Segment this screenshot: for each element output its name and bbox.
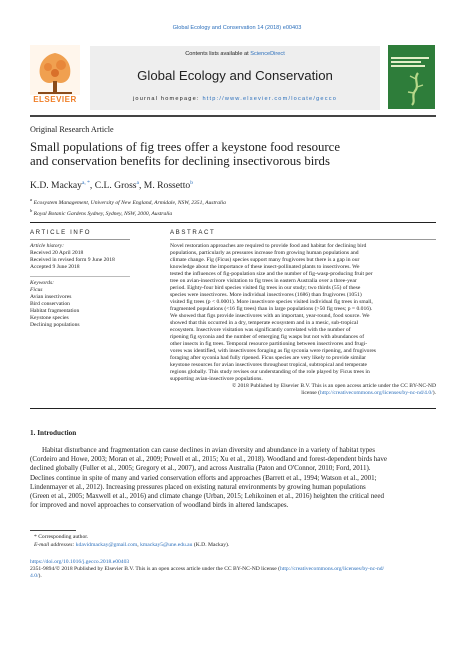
contents-line	[90, 51, 380, 58]
corresponding-author-note: * Corresponding author.	[34, 534, 89, 540]
license-suffix: ).	[38, 573, 42, 579]
email-separator: ,	[137, 542, 141, 548]
license-link[interactable]: http://creativecommons.org/licenses/by-nc-nd/	[279, 566, 385, 572]
author-name[interactable]: C.L. Gross	[94, 180, 137, 192]
copyright-suffix: ).	[432, 390, 436, 396]
abstract-body	[170, 243, 436, 397]
keywords-label: Keywords:	[30, 280, 55, 286]
intro-line: Habitat disturbance and fragmentation can cause declines in avian diversity and abundance in a variety of habitat types	[42, 446, 375, 454]
abstract-line: climate change. Fig (Ficus) species support many frugivores but there is a gap in our	[170, 257, 360, 263]
info-heading-rule	[30, 239, 130, 240]
homepage-line	[90, 96, 380, 103]
affiliation-sup: b	[30, 207, 33, 213]
keyword-item: Habitat fragmentation	[30, 308, 80, 314]
abstract-line: fragmented populations (<16 fig trees) than in large populations (>50 fig trees; p = 0.016).	[170, 306, 373, 312]
abstract-heading: ABSTRACT	[170, 229, 216, 236]
masthead-divider	[30, 115, 436, 117]
abstract-line: knowledge about the importance of these insect-pollinated plants to insectivores. We	[170, 264, 360, 270]
title-line: and conservation benefits for declining insectivorous birds	[30, 154, 330, 169]
author-separator: ,	[89, 180, 95, 192]
history-item: Received 20 April 2018	[30, 250, 84, 256]
author-name[interactable]: M. Rossetto	[143, 180, 191, 192]
abstract-line: populations, particularly as pressures increase from growing human populations and	[170, 250, 359, 256]
abstract-line: vores was identified, with insectivores foraging as fig syconia were ripening, and frugivores	[170, 348, 376, 354]
license-prefix: 2351-9894/© 2018 Published by Elsevier B.V. This is an open access article under the CC BY-NC-ND license (	[30, 566, 280, 572]
abstract-line: species were insectivores. More individual insectivores (1686) than frugivores (1051)	[170, 292, 362, 298]
abstract-line: tested the influences of fig-population size and the number of fig-wasp-producing fruit per	[170, 271, 373, 277]
abstract-line: Novel restoration approaches are required to provide food and habitat for declining bird	[170, 243, 367, 249]
history-item: Received in revised form 9 June 2018	[30, 257, 115, 263]
affiliation-text: Ecosystem Management, University of New England, Armidale, NSW, 2351, Australia	[33, 199, 226, 206]
article-type: Original Research Article	[30, 125, 114, 134]
article-history	[30, 243, 130, 271]
abstract-line: ecosystem. Insectivore visitation was significantly correlated with the number of	[170, 327, 351, 333]
email-link[interactable]: kmackay5@une.edu.au	[140, 542, 193, 548]
author-affil[interactable]: b	[190, 180, 193, 186]
abstract-heading-rule	[170, 239, 436, 240]
abstract-line: period. Eighty-four bird species visited fig trees in our study; two thirds (55) of these	[170, 285, 361, 291]
copyright-license-link[interactable]: http://creativecommons.org/licenses/by-nc-nd/4.0/	[320, 390, 433, 396]
abstract-line: showed that this occurred in a dry, temperate ecosystem and in a mesic, sub-tropical	[170, 320, 359, 326]
journal-cover-thumbnail	[388, 45, 435, 109]
email-suffix: (K.D. Mackay).	[192, 542, 230, 548]
history-label: Article history:	[30, 243, 65, 249]
abstract-line: tree on avian-insectivore visitation to fig trees in eastern Australia over a three-year	[170, 278, 357, 284]
doi-link[interactable]: https://doi.org/10.1016/j.gecco.2018.e00403	[30, 559, 130, 565]
lizard-icon	[388, 45, 435, 109]
article-info-heading: ARTICLE INFO	[30, 229, 92, 236]
affiliations	[30, 196, 226, 218]
info-top-divider	[30, 222, 436, 223]
elsevier-logo	[30, 45, 80, 107]
keyword-item: Ficus	[30, 287, 43, 293]
keyword-item: Keystone species	[30, 315, 69, 321]
section-heading-introduction: 1. Introduction	[30, 429, 77, 437]
intro-line: Lindenmayer et al., 2012). Increasing pressures placed on existing natural environments by growing human populations	[30, 482, 366, 491]
elsevier-wordmark: ELSEVIER	[33, 95, 77, 104]
homepage-prefix: journal homepage:	[132, 96, 203, 102]
affiliation-sup: a	[30, 197, 33, 202]
keywords-block	[30, 280, 130, 329]
contents-prefix: Contents lists available at	[185, 51, 251, 57]
abstract-line: supporting avian-insectivore populations.	[170, 376, 263, 382]
history-item: Accepted 9 June 2018	[30, 264, 80, 270]
author-list	[30, 180, 193, 191]
article-title	[30, 140, 450, 168]
abstract-line: regions globally. This study revises our understanding of the role played by Ficus trees in	[170, 369, 370, 375]
email-prefix: E-mail addresses:	[34, 542, 76, 548]
author-separator: ,	[139, 180, 144, 192]
intro-line: for improved and novel approaches to conservation of woodland birds in altered landscapes.	[30, 501, 289, 510]
keyword-item: Avian insectivores	[30, 294, 72, 300]
email-note	[34, 542, 229, 549]
title-line: Small populations of fig trees offer a keystone food resource	[30, 140, 340, 154]
sciencedirect-link[interactable]: ScienceDirect	[250, 51, 285, 57]
abstract-line: We showed that figs provide insectivores with an important, year-round, food source. We	[170, 313, 370, 319]
keyword-item: Declining populations	[30, 322, 80, 328]
intro-line: (Green et al., 2005; Maxwell et al., 2016) and climate change (Urban, 2015; Lehikoinen et al., 2016) heighten the critical need	[30, 492, 384, 501]
running-header[interactable]: Global Ecology and Conservation 14 (2018) e00403	[172, 25, 302, 31]
author-name[interactable]: K.D. Mackay	[30, 180, 82, 192]
affiliation-item	[30, 207, 226, 218]
abstract-bottom-divider	[30, 408, 436, 409]
affiliation-text: Royal Botanic Gardens Sydney, Sydney, NSW, 2000, Australia	[33, 210, 173, 217]
intro-line: Declines continue in spite of many and varied conservation efforts and approaches (Barrett et al., 1994; Watson et al., 2001;	[30, 473, 377, 482]
license-link[interactable]: 4.0/	[30, 573, 39, 579]
introduction-body	[30, 446, 440, 510]
history-keywords-rule	[30, 276, 130, 277]
keyword-item: Bird conservation	[30, 301, 70, 307]
intro-line: declined globally (Fuller et al., 2005; Gregory et al., 2007), and across Australia (Paton and O'Connor, 2010; Ford, 2011).	[30, 464, 371, 473]
abstract-line: other insects in fig trees. Temporal resource partitioning between insectivores and frugi-	[170, 341, 368, 347]
footnote-rule	[30, 530, 76, 531]
abstract-line: ripening fig syconia and the number of emerging fig wasps but not with abundances of	[170, 334, 365, 340]
email-link[interactable]: kdavidmackay@gmail.com	[75, 542, 138, 548]
intro-line: (Cordeiro and Howe, 2003; Moran et al., 2009; Powell et al., 2015; Xu et al., 2018). Woodland and forest-dependent birds have	[30, 455, 388, 464]
license-line	[30, 573, 442, 580]
license-note	[30, 566, 442, 580]
author-affil[interactable]: a, *	[81, 180, 90, 186]
copyright-line: © 2018 Published by Elsevier B.V. This is an open access article under the CC BY-NC-ND	[232, 383, 436, 389]
homepage-link[interactable]: http://www.elsevier.com/locate/gecco	[202, 96, 338, 102]
affiliation-item	[30, 196, 226, 207]
abstract-line: visited fig trees (p < 0.0001). More insectivore species visited individual fig trees in small,	[170, 299, 373, 305]
copyright-prefix: license (	[301, 390, 321, 396]
author-affil[interactable]: a	[136, 180, 139, 186]
license-line	[30, 566, 442, 573]
abstract-line: foraging after syconia had fully ripened. Ficus species are very likely to provide similar	[170, 355, 367, 361]
abstract-line: keystone resources for avian insectivores throughout tropical, subtropical and temperate	[170, 362, 367, 368]
copyright-line	[170, 390, 436, 397]
journal-name: Global Ecology and Conservation	[137, 68, 333, 83]
